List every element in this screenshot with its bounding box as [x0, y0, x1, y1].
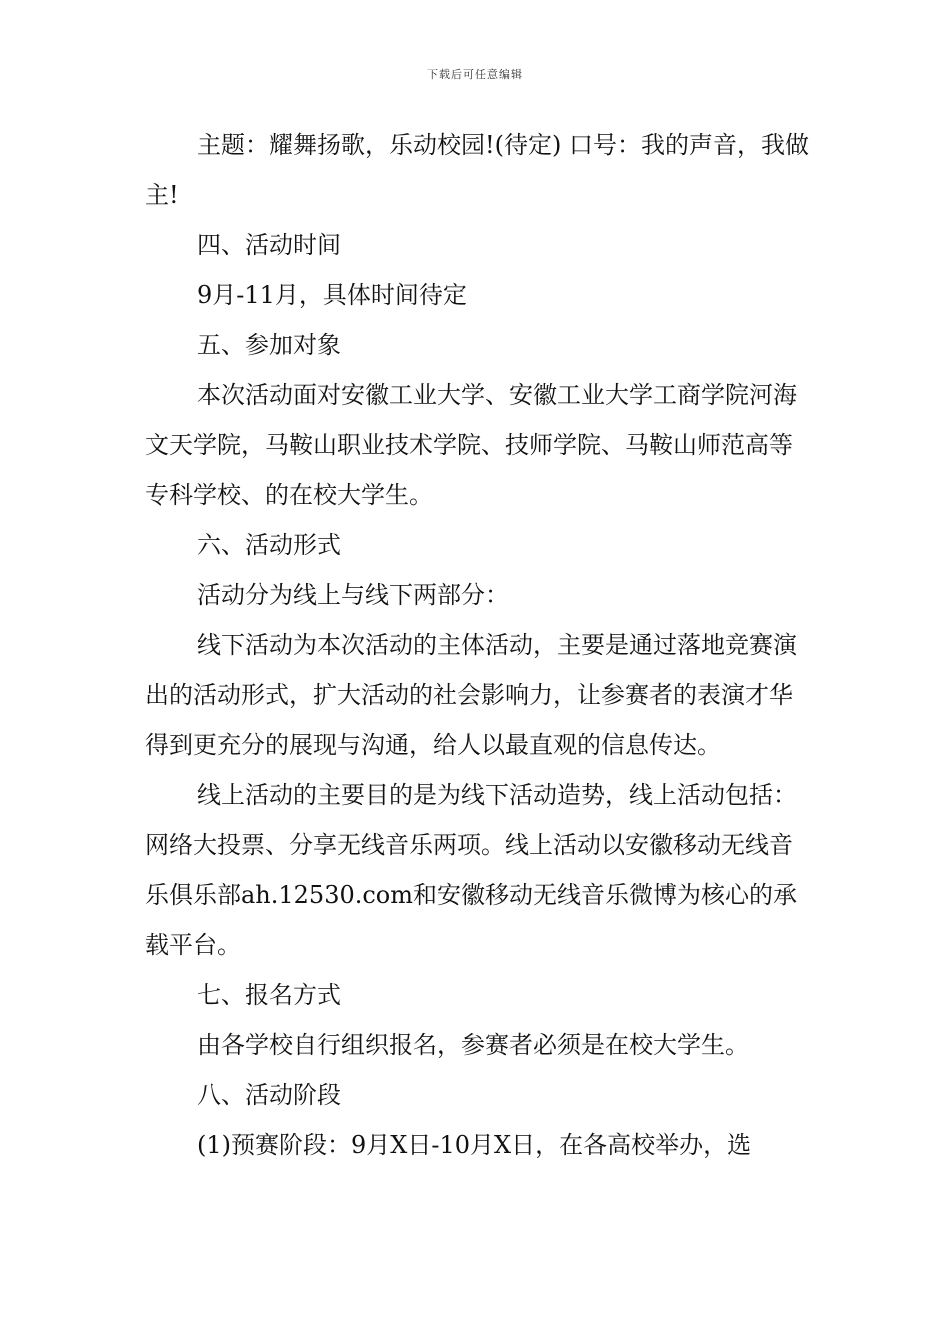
offline-activity-paragraph: 线下活动为本次活动的主体活动，主要是通过落地竞赛演出的活动形式，扩大活动的社会影响力，让参赛者的表演才华得到更充分的展现与沟通，给人以最直观的信息传达。 — [145, 631, 797, 759]
section-heading-activity-format: 六、活动形式 — [197, 531, 341, 559]
section-heading-registration: 七、报名方式 — [197, 981, 341, 1009]
activity-format-intro: 活动分为线上与线下两部分： — [197, 581, 509, 609]
page-header-note: 下载后可任意编辑 — [427, 68, 523, 81]
theme-slogan-paragraph: 主题：耀舞扬歌，乐动校园!(待定) 口号：我的声音，我做主! — [145, 131, 809, 209]
participants-paragraph: 本次活动面对安徽工业大学、安徽工业大学工商学院河海文天学院，马鞍山职业技术学院、技师学院、马鞍山师范高等专科学校、的在校大学生。 — [145, 381, 797, 509]
document-body — [145, 120, 810, 1170]
section-heading-activity-time: 四、活动时间 — [197, 231, 341, 259]
registration-paragraph: 由各学校自行组织报名，参赛者必须是在校大学生。 — [197, 1031, 749, 1059]
section-heading-participants: 五、参加对象 — [197, 331, 341, 359]
section-heading-activity-stages: 八、活动阶段 — [197, 1081, 341, 1109]
activity-time-paragraph: 9月-11月，具体时间待定 — [197, 281, 467, 309]
preliminary-stage-paragraph: (1)预赛阶段：9月X日-10月X日，在各高校举办，选 — [197, 1131, 752, 1159]
online-activity-paragraph: 线上活动的主要目的是为线下活动造势，线上活动包括：网络大投票、分享无线音乐两项。线上活动以安徽移动无线音乐俱乐部ah.12530.com和安徽移动无线音乐微博为核心的承载平台。 — [145, 781, 798, 959]
